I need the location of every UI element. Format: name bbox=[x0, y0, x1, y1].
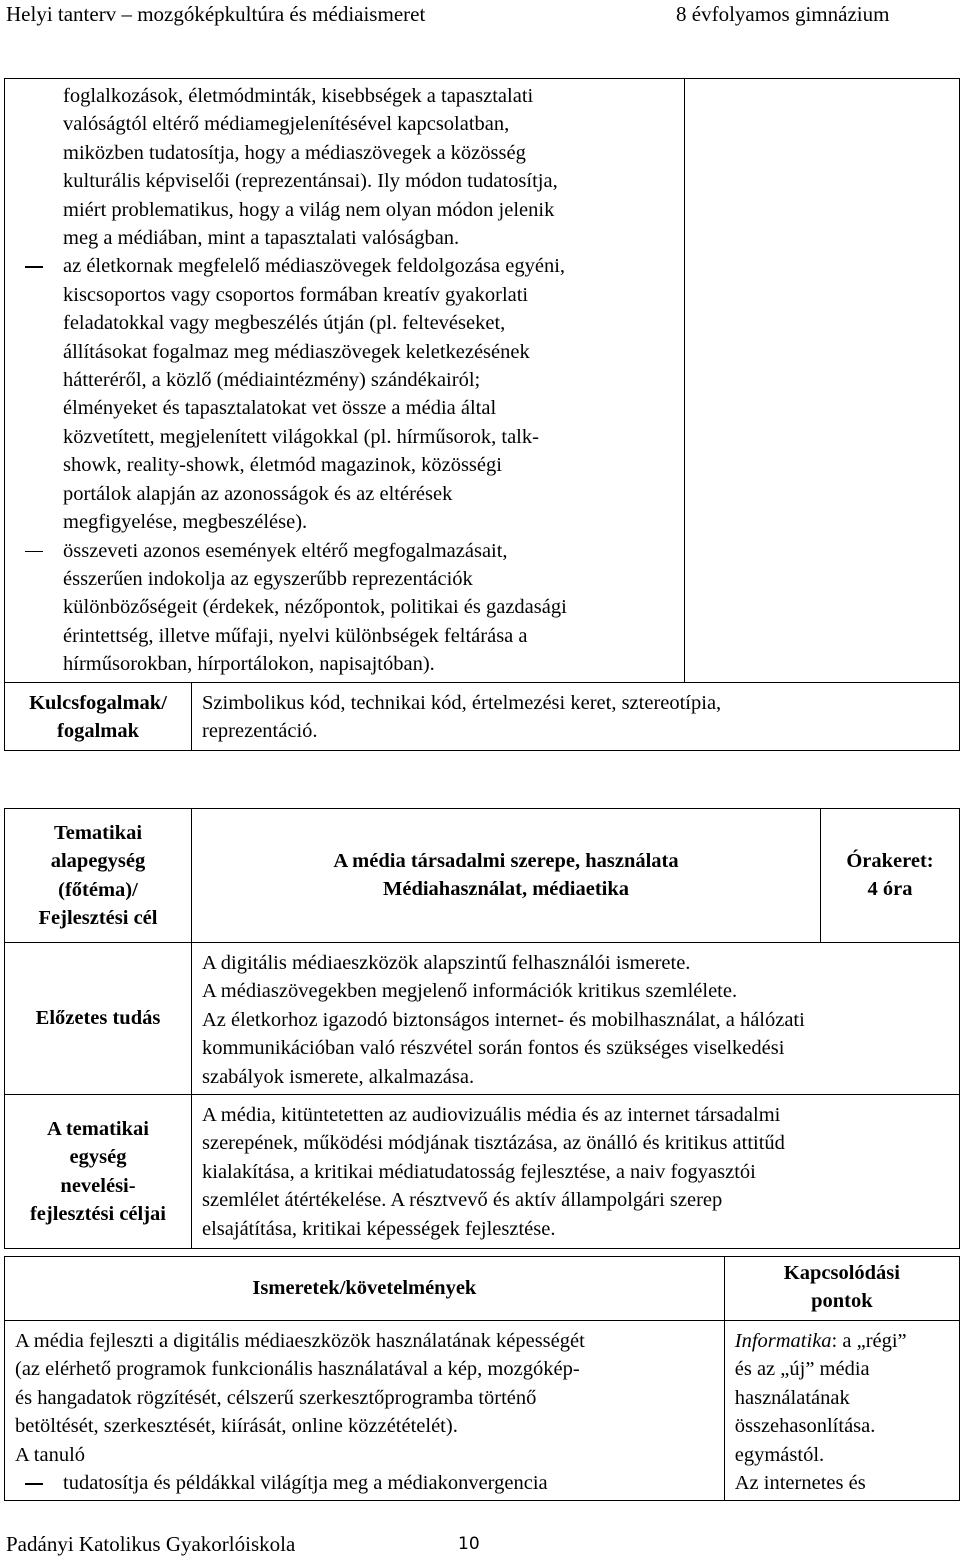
text-line: foglalkozások, életmódminták, kisebbségek a tapasztalati bbox=[63, 85, 534, 107]
text-line: meg a médiában, mint a tapasztalati valóságban. bbox=[63, 227, 460, 250]
text-line: az életkornak megfelelő médiaszövegek feldolgozása egyéni, bbox=[63, 255, 566, 278]
text-line: miért problematikus, hogy a világ nem olyan módon jelenik bbox=[63, 198, 555, 221]
text-line: Az életkorhoz igazodó biztonságos internet- és mobilhasználat, a hálózati bbox=[202, 1008, 805, 1031]
connections-text bbox=[724, 1321, 959, 1501]
text-line: közvetített, megjelenített világokkal (pl. hírműsorok, talk- bbox=[63, 425, 539, 448]
prior-knowledge-label bbox=[5, 943, 192, 1095]
topic-table bbox=[4, 808, 960, 1249]
topic-title bbox=[192, 809, 821, 943]
label-line: Előzetes tudás bbox=[35, 1007, 161, 1030]
subject-rest: : a „régi” bbox=[831, 1330, 907, 1352]
connections-cell bbox=[685, 79, 960, 683]
text-line: hírműsorokban, hírportálokon, napisajtóban). bbox=[63, 653, 435, 676]
goals-text bbox=[192, 1095, 960, 1249]
text-line: portálok alapján az azonosságok és az eltérések bbox=[63, 482, 453, 505]
topic-label bbox=[5, 809, 192, 943]
label-line: Tematikai bbox=[53, 822, 143, 844]
label-line: Kulcsfogalmak/ bbox=[29, 692, 167, 714]
prior-knowledge-text bbox=[192, 943, 960, 1095]
text-line: szemlélet átértékelése. A résztvevő és aktív állampolgári szerep bbox=[202, 1189, 723, 1212]
text-line: Az internetes és bbox=[734, 1472, 866, 1495]
title-line: A média társadalmi szerepe, használata bbox=[333, 850, 679, 872]
header-title: Helyi tanterv – mozgóképkultúra és médiaismeret bbox=[6, 2, 426, 26]
text-line: A média, kitüntetetten az audiovizuális média és az internet társadalmi bbox=[202, 1104, 781, 1126]
text-line: A tanuló bbox=[15, 1443, 86, 1466]
knowledge-table bbox=[4, 1256, 960, 1501]
list-item bbox=[5, 252, 684, 536]
header-line: pontok bbox=[811, 1290, 873, 1313]
text-line: egymástól. bbox=[734, 1443, 825, 1466]
label-line: Fejlesztési cél bbox=[38, 907, 158, 930]
title-line: Médiahasználat, médiaetika bbox=[383, 878, 629, 901]
subject-name: Informatika bbox=[734, 1330, 832, 1352]
hours-cell bbox=[821, 809, 960, 943]
key-concepts-value bbox=[192, 683, 960, 751]
text-line: kulturális képviselői (reprezentánsai). Ily módon tudatosítja, bbox=[63, 170, 558, 193]
text-line bbox=[735, 1327, 959, 1355]
text-line: érintettség, illetve műfaji, nyelvi különbségek feltárása a bbox=[63, 624, 528, 647]
dash-bullet bbox=[25, 551, 43, 553]
text-line: betöltését, szerkesztését, kiírását, online közzétételét). bbox=[15, 1415, 458, 1438]
text-line: kiscsoportos vagy csoportos formában kreatív gyakorlati bbox=[63, 283, 529, 306]
text-line: A média fejleszti a digitális médiaeszközök használatának képességét bbox=[15, 1330, 585, 1352]
text-line: feladatokkal vagy megbeszélés útján (pl. feltevéseket, bbox=[63, 312, 506, 335]
text-line: megfigyelése, megbeszélése). bbox=[63, 511, 308, 534]
text-line: szabályok ismerete, alkalmazása. bbox=[202, 1065, 475, 1088]
text-line: reprezentáció. bbox=[202, 720, 318, 742]
header-text: Ismeretek/követelmények bbox=[252, 1277, 477, 1300]
label-line: fejlesztési céljai bbox=[29, 1202, 166, 1225]
text-line: ésszerűen indokolja az egyszerűbb reprezentációk bbox=[63, 567, 473, 590]
text-line: kommunikációban való részvétel során fontos és szükséges viselkedési bbox=[202, 1037, 785, 1060]
goals-label bbox=[5, 1095, 192, 1249]
text-line: élményeket és tapasztalatokat vet össze a média által bbox=[63, 397, 497, 420]
label-line: A tematikai bbox=[47, 1117, 149, 1140]
text-line: kialakítása, a kritikai médiatudatosság fejlesztése, a naiv fogyasztói bbox=[202, 1160, 756, 1183]
list-item bbox=[5, 537, 684, 679]
footer-school: Padányi Katolikus Gyakorlóiskola bbox=[6, 1532, 296, 1556]
text-line: Szimbolikus kód, technikai kód, értelmezési keret, sztereotípia, bbox=[202, 692, 722, 714]
text-line: összeveti azonos események eltérő megfogalmazásait, bbox=[63, 539, 508, 562]
dash-bullet bbox=[25, 1483, 43, 1485]
text-line: szerepének, működési módjának tisztázása, az önálló és kritikus attitűd bbox=[202, 1132, 785, 1155]
hours-value: 4 óra bbox=[867, 878, 913, 901]
connections-header bbox=[724, 1257, 959, 1321]
text-line: különbözőségeit (érdekek, nézőpontok, politikai és gazdasági bbox=[63, 596, 567, 619]
text-line: tudatosítja és példákkal világítja meg a médiakonvergencia bbox=[63, 1472, 548, 1495]
header-line: Kapcsolódási bbox=[783, 1262, 900, 1284]
text-line: showk, reality-showk, életmód magazinok, közösségi bbox=[63, 454, 502, 477]
text-line: állításokat fogalmaz meg médiaszövegek keletkezésének bbox=[63, 340, 530, 363]
knowledge-text bbox=[5, 1321, 725, 1501]
text-line: hátteréről, a közlő (médiaintézmény) szándékairól; bbox=[63, 369, 481, 392]
text-line: miközben tudatosítja, hogy a médiaszövegek a közösség bbox=[63, 141, 526, 164]
text-line: (az elérhető programok funkcionális használatával a kép, mozgókép- bbox=[15, 1358, 580, 1381]
label-line: (főtéma)/ bbox=[58, 878, 138, 901]
page-number: 10 bbox=[458, 1534, 480, 1554]
label-line: egység bbox=[69, 1146, 127, 1169]
text-line: A médiaszövegekben megjelenő információk kritikus szemlélete. bbox=[202, 980, 738, 1003]
list-item bbox=[5, 1469, 724, 1497]
continuation-text bbox=[5, 82, 684, 252]
text-line: valóságtól eltérő médiamegjelenítésével kapcsolatban, bbox=[63, 113, 510, 136]
dash-bullet bbox=[25, 266, 43, 268]
label-line: nevelési- bbox=[60, 1174, 136, 1197]
label-line: alapegység bbox=[50, 850, 146, 873]
text-line: használatának bbox=[734, 1386, 850, 1409]
knowledge-header bbox=[5, 1257, 725, 1321]
text-line: A digitális médiaeszközök alapszintű felhasználói ismerete. bbox=[202, 952, 691, 974]
text-line: elsajátítása, kritikai képességek fejlesztése. bbox=[202, 1217, 556, 1240]
content-table-1 bbox=[4, 78, 960, 751]
key-concepts-label bbox=[5, 683, 192, 751]
hours-label: Órakeret: bbox=[846, 850, 934, 872]
text-line: és az „új” média bbox=[734, 1358, 870, 1381]
text-line: összehasonlítása. bbox=[734, 1415, 876, 1438]
text-line: és hangadatok rögzítését, célszerű szerkesztőprogramba történő bbox=[15, 1386, 537, 1409]
content-cell bbox=[5, 79, 685, 683]
header-school-type: 8 évfolyamos gimnázium bbox=[676, 2, 890, 26]
label-line: fogalmak bbox=[57, 720, 139, 742]
